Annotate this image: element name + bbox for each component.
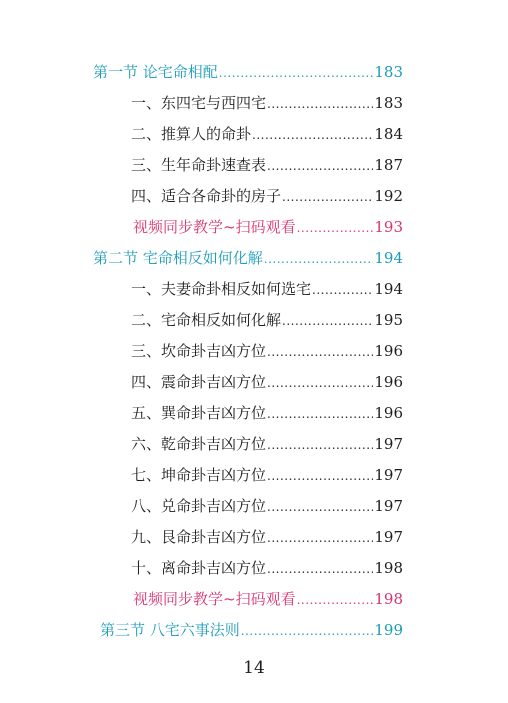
- toc-entry-page: 194: [374, 249, 403, 267]
- toc-entry-label: 七、坤命卦吉凶方位: [131, 466, 267, 484]
- toc-entry-label: 一、夫妻命卦相反如何选宅: [131, 280, 312, 298]
- toc-leader-dots: [267, 559, 373, 579]
- toc-entry-label: 八、兑命卦吉凶方位: [131, 497, 267, 515]
- toc-entry-item[interactable]: [131, 310, 403, 331]
- toc-leader-dots: [219, 63, 374, 83]
- toc-entry-page: 197: [374, 435, 403, 453]
- toc-leader-dots: [267, 528, 373, 548]
- toc-entry-label: 二、宅命相反如何化解: [131, 311, 282, 329]
- toc-entry-page: 199: [374, 621, 403, 639]
- toc-leader-dots: [267, 156, 373, 176]
- toc-leader-dots: [267, 404, 373, 424]
- toc-leader-dots: [282, 187, 373, 207]
- toc-entry-label: 第三节 八宅六事法则: [100, 621, 240, 639]
- toc-leader-dots: [241, 621, 374, 641]
- toc-entry-item[interactable]: [131, 341, 403, 362]
- toc-entry-page: 197: [374, 497, 403, 515]
- toc-entry-label: 五、巽命卦吉凶方位: [131, 404, 267, 422]
- toc-entry-label: 视频同步教学~扫码观看: [133, 590, 296, 608]
- toc-entry-page: 197: [374, 466, 403, 484]
- toc-entry-page: 193: [374, 218, 403, 236]
- toc-entry-page: 184: [374, 125, 403, 143]
- toc-entry-label: 一、东四宅与西四宅: [131, 94, 267, 112]
- toc-leader-dots: [264, 249, 374, 269]
- toc-leader-dots: [297, 590, 374, 610]
- toc-entry-item[interactable]: [131, 465, 403, 486]
- toc-entry-video-link[interactable]: [133, 217, 403, 238]
- toc-entry-video-link[interactable]: [133, 589, 403, 610]
- toc-entry-label: 四、震命卦吉凶方位: [131, 373, 267, 391]
- toc-entry-item[interactable]: [131, 155, 403, 176]
- page-number: 14: [243, 658, 265, 678]
- toc-entry-page: 183: [374, 63, 403, 81]
- toc-entry-item[interactable]: [131, 372, 403, 393]
- toc-leader-dots: [267, 373, 373, 393]
- toc-entry-item[interactable]: [131, 558, 403, 579]
- toc-entry-label: 第二节 宅命相反如何化解: [93, 249, 263, 267]
- toc-entry-page: 194: [374, 280, 403, 298]
- toc-leader-dots: [252, 125, 373, 145]
- toc-leader-dots: [297, 218, 374, 238]
- toc-leader-dots: [282, 311, 373, 331]
- toc-entry-item[interactable]: [131, 279, 403, 300]
- toc-leader-dots: [267, 342, 373, 362]
- toc-entry-section-2[interactable]: [93, 248, 403, 269]
- toc-entry-item[interactable]: [131, 93, 403, 114]
- toc-leader-dots: [267, 94, 373, 114]
- toc-entry-label: 九、艮命卦吉凶方位: [131, 528, 267, 546]
- toc-entry-item[interactable]: [131, 124, 403, 145]
- toc-entry-page: 198: [374, 559, 403, 577]
- toc-entry-page: 196: [374, 404, 403, 422]
- toc-entry-label: 第一节 论宅命相配: [93, 63, 218, 81]
- toc-entry-item[interactable]: [131, 527, 403, 548]
- toc-entry-label: 二、推算人的命卦: [131, 125, 252, 143]
- toc-entry-label: 六、乾命卦吉凶方位: [131, 435, 267, 453]
- toc-entry-page: 192: [374, 187, 403, 205]
- toc-entry-section-1[interactable]: [93, 62, 403, 83]
- toc-entry-page: 198: [374, 590, 403, 608]
- toc-entry-label: 四、适合各命卦的房子: [131, 187, 282, 205]
- toc-leader-dots: [267, 435, 373, 455]
- toc-entry-label: 十、离命卦吉凶方位: [131, 559, 267, 577]
- toc-entry-label: 视频同步教学~扫码观看: [133, 218, 296, 236]
- toc-leader-dots: [267, 497, 373, 517]
- toc-entry-item[interactable]: [131, 403, 403, 424]
- toc-entry-label: 三、生年命卦速查表: [131, 156, 267, 174]
- toc-leader-dots: [312, 280, 373, 300]
- toc-entry-item[interactable]: [131, 434, 403, 455]
- toc-entry-label: 三、坎命卦吉凶方位: [131, 342, 267, 360]
- toc-entry-page: 183: [374, 94, 403, 112]
- toc-entry-section-3[interactable]: [100, 620, 403, 641]
- toc-entry-page: 196: [374, 373, 403, 391]
- toc-entry-page: 187: [374, 156, 403, 174]
- toc-entry-page: 195: [374, 311, 403, 329]
- toc-entry-item[interactable]: [131, 496, 403, 517]
- toc-entry-page: 197: [374, 528, 403, 546]
- toc-entry-item[interactable]: [131, 186, 403, 207]
- toc-leader-dots: [267, 466, 373, 486]
- toc-entry-page: 196: [374, 342, 403, 360]
